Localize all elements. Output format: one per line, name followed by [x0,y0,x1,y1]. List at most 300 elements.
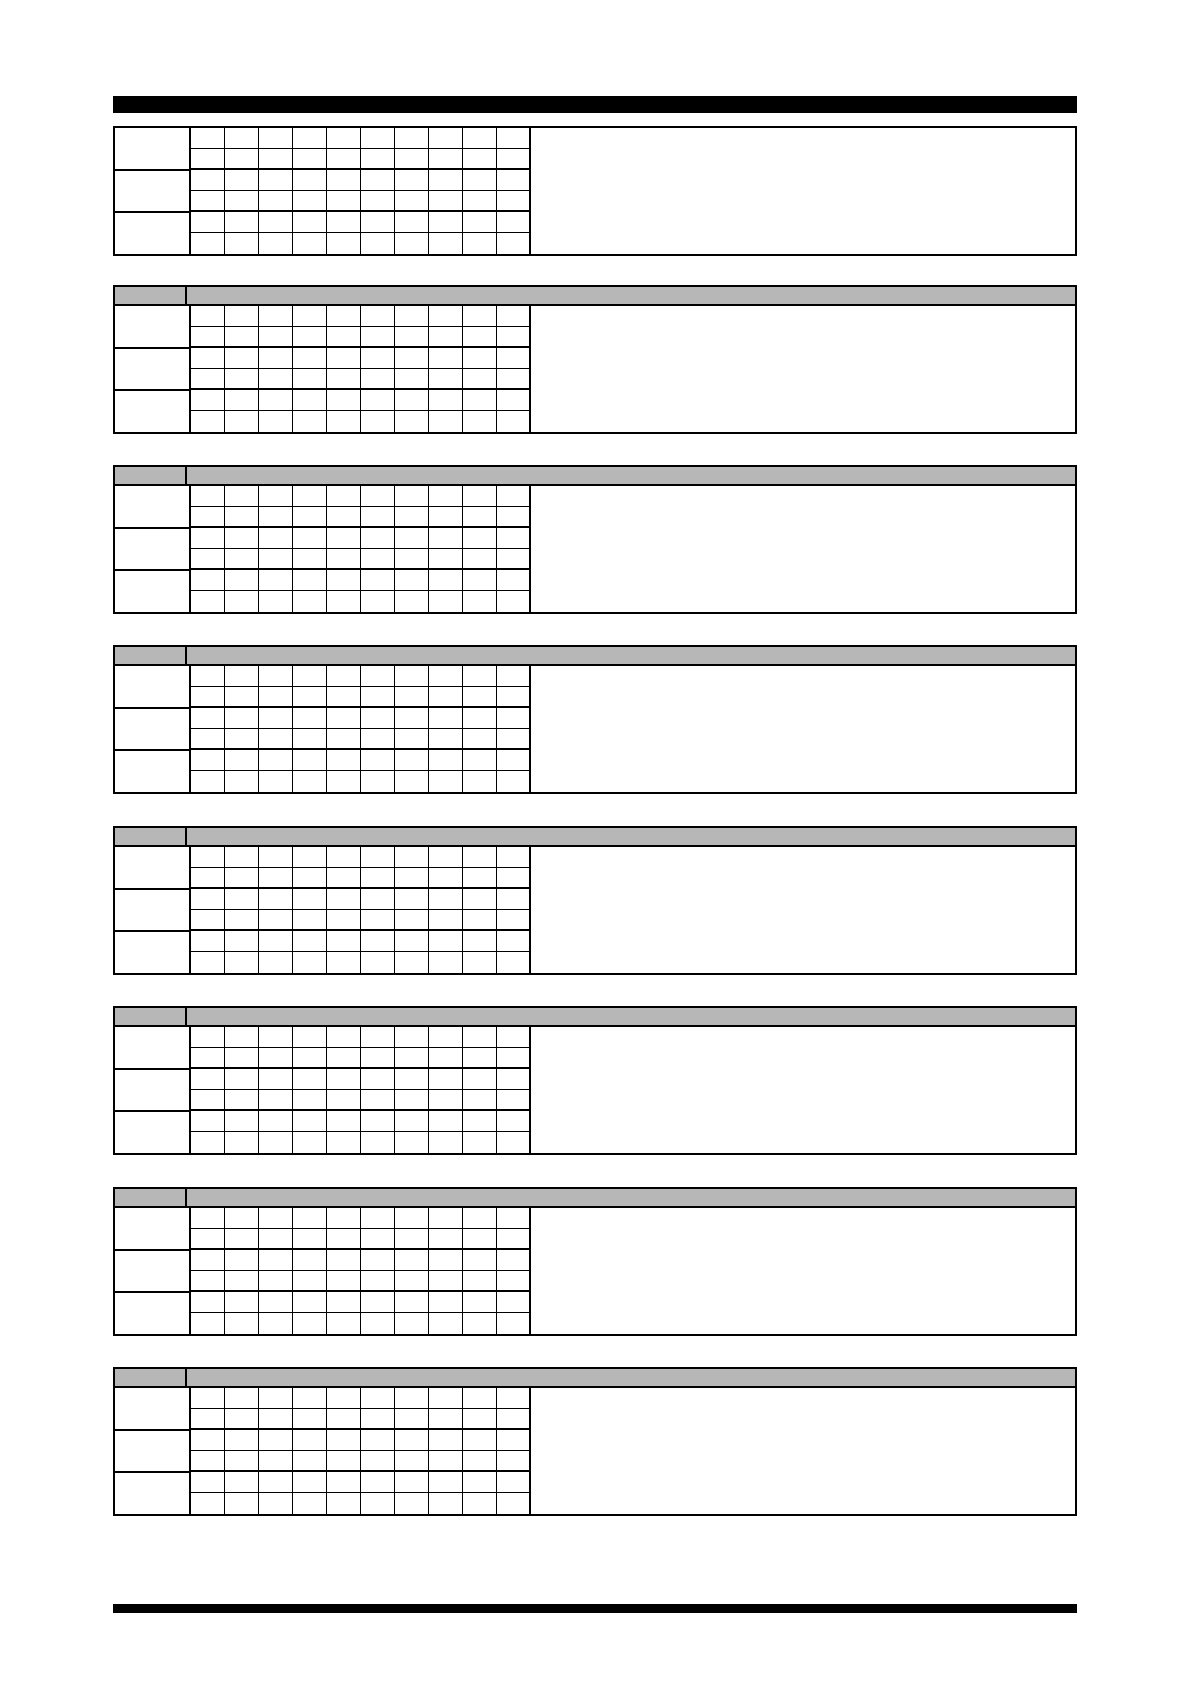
notes-area[interactable] [531,666,1075,792]
grid-cell[interactable] [293,591,327,612]
grid-cell[interactable] [259,528,293,549]
grid-cell[interactable] [361,1208,395,1229]
grid-cell[interactable] [225,687,259,708]
notes-area[interactable] [531,1027,1075,1153]
grid-cell[interactable] [395,1090,429,1111]
grid-cell[interactable] [429,591,463,612]
grid-cell[interactable] [429,1388,463,1409]
grid-cell[interactable] [497,1132,531,1153]
grid-cell[interactable] [327,1132,361,1153]
grid-cell[interactable] [463,1271,497,1292]
grid-cell[interactable] [327,191,361,212]
grid-cell[interactable] [395,1388,429,1409]
grid-cell[interactable] [225,1048,259,1069]
grid-cell[interactable] [259,1132,293,1153]
grid-cell[interactable] [395,1048,429,1069]
grid-cell[interactable] [361,868,395,889]
grid-cell[interactable] [293,212,327,233]
grid-cell[interactable] [361,1313,395,1334]
grid-cell[interactable] [293,708,327,729]
grid-cell[interactable] [395,1229,429,1250]
grid-cell[interactable] [259,149,293,170]
grid-cell[interactable] [429,528,463,549]
grid-cell[interactable] [293,847,327,868]
grid-cell[interactable] [497,306,531,327]
grid-cell[interactable] [395,191,429,212]
grid-cell[interactable] [497,1027,531,1048]
grid-cell[interactable] [395,687,429,708]
grid-cell[interactable] [361,910,395,931]
grid-cell[interactable] [395,1132,429,1153]
grid-cell[interactable] [259,868,293,889]
grid-cell[interactable] [395,1313,429,1334]
grid-cell[interactable] [259,847,293,868]
grid-cell[interactable] [463,549,497,570]
grid-cell[interactable] [225,1313,259,1334]
grid-cell[interactable] [429,1132,463,1153]
grid-cell[interactable] [361,1271,395,1292]
grid-cell[interactable] [361,1493,395,1514]
grid-cell[interactable] [327,212,361,233]
grid-cell[interactable] [225,507,259,528]
grid-cell[interactable] [327,1493,361,1514]
grid-cell[interactable] [497,729,531,750]
grid-cell[interactable] [225,1493,259,1514]
grid-cell[interactable] [191,910,225,931]
grid-cell[interactable] [293,1027,327,1048]
grid-cell[interactable] [225,1069,259,1090]
grid-cell[interactable] [259,170,293,191]
grid-cell[interactable] [429,170,463,191]
grid-cell[interactable] [463,931,497,952]
grid-cell[interactable] [293,931,327,952]
grid-cell[interactable] [293,952,327,973]
grid-cell[interactable] [395,306,429,327]
grid-cell[interactable] [497,1430,531,1451]
grid-cell[interactable] [259,1229,293,1250]
grid-cell[interactable] [463,1472,497,1493]
grid-cell[interactable] [361,1292,395,1313]
grid-cell[interactable] [327,1250,361,1271]
grid-cell[interactable] [361,369,395,390]
grid-cell[interactable] [429,1229,463,1250]
grid-cell[interactable] [191,1493,225,1514]
grid-cell[interactable] [463,1292,497,1313]
grid-cell[interactable] [259,931,293,952]
grid-cell[interactable] [395,1250,429,1271]
grid-cell[interactable] [191,868,225,889]
grid-cell[interactable] [395,931,429,952]
grid-cell[interactable] [395,708,429,729]
grid-cell[interactable] [361,570,395,591]
grid-cell[interactable] [463,1409,497,1430]
grid-cell[interactable] [463,729,497,750]
grid-cell[interactable] [429,1271,463,1292]
grid-cell[interactable] [191,128,225,149]
grid-cell[interactable] [225,1388,259,1409]
grid-cell[interactable] [259,1472,293,1493]
grid-cell[interactable] [463,1111,497,1132]
grid-cell[interactable] [429,507,463,528]
grid-cell[interactable] [395,1292,429,1313]
grid-cell[interactable] [225,910,259,931]
grid-cell[interactable] [225,847,259,868]
grid-cell[interactable] [259,1493,293,1514]
grid-cell[interactable] [429,1027,463,1048]
grid-cell[interactable] [259,1090,293,1111]
grid-cell[interactable] [395,1208,429,1229]
grid-cell[interactable] [191,1451,225,1472]
grid-cell[interactable] [293,1250,327,1271]
grid-cell[interactable] [463,771,497,792]
grid-cell[interactable] [259,486,293,507]
grid-cell[interactable] [429,191,463,212]
grid-cell[interactable] [327,750,361,771]
grid-cell[interactable] [429,1409,463,1430]
grid-cell[interactable] [361,327,395,348]
grid-cell[interactable] [463,847,497,868]
grid-cell[interactable] [463,1027,497,1048]
grid-cell[interactable] [395,1069,429,1090]
grid-cell[interactable] [293,1271,327,1292]
grid-cell[interactable] [463,889,497,910]
grid-cell[interactable] [293,549,327,570]
grid-cell[interactable] [463,666,497,687]
grid-cell[interactable] [293,1229,327,1250]
grid-cell[interactable] [191,591,225,612]
grid-cell[interactable] [191,708,225,729]
grid-cell[interactable] [259,128,293,149]
grid-cell[interactable] [259,952,293,973]
grid-cell[interactable] [463,1451,497,1472]
grid-cell[interactable] [191,1208,225,1229]
grid-cell[interactable] [497,170,531,191]
grid-cell[interactable] [497,666,531,687]
grid-cell[interactable] [463,952,497,973]
grid-cell[interactable] [463,750,497,771]
grid-cell[interactable] [259,549,293,570]
grid-cell[interactable] [463,191,497,212]
grid-cell[interactable] [327,1409,361,1430]
grid-cell[interactable] [497,528,531,549]
grid-cell[interactable] [327,1430,361,1451]
grid-cell[interactable] [293,128,327,149]
grid-cell[interactable] [191,931,225,952]
grid-cell[interactable] [463,306,497,327]
grid-cell[interactable] [497,1111,531,1132]
grid-cell[interactable] [191,1409,225,1430]
grid-cell[interactable] [327,570,361,591]
grid-cell[interactable] [225,729,259,750]
grid-cell[interactable] [225,591,259,612]
grid-cell[interactable] [259,1250,293,1271]
grid-cell[interactable] [361,666,395,687]
grid-cell[interactable] [361,1069,395,1090]
grid-cell[interactable] [395,591,429,612]
grid-cell[interactable] [361,1229,395,1250]
grid-cell[interactable] [225,750,259,771]
grid-cell[interactable] [327,1229,361,1250]
grid-cell[interactable] [259,570,293,591]
grid-cell[interactable] [361,128,395,149]
grid-cell[interactable] [293,570,327,591]
grid-cell[interactable] [225,327,259,348]
grid-cell[interactable] [327,170,361,191]
grid-cell[interactable] [191,528,225,549]
grid-cell[interactable] [361,233,395,254]
grid-cell[interactable] [395,390,429,411]
grid-cell[interactable] [497,390,531,411]
grid-cell[interactable] [293,687,327,708]
grid-cell[interactable] [463,910,497,931]
grid-cell[interactable] [497,486,531,507]
grid-cell[interactable] [361,306,395,327]
grid-cell[interactable] [191,191,225,212]
grid-cell[interactable] [259,1027,293,1048]
grid-cell[interactable] [463,348,497,369]
grid-cell[interactable] [225,390,259,411]
grid-cell[interactable] [327,369,361,390]
grid-cell[interactable] [327,128,361,149]
grid-cell[interactable] [497,212,531,233]
grid-cell[interactable] [327,507,361,528]
notes-area[interactable] [531,1208,1075,1334]
grid-cell[interactable] [327,847,361,868]
grid-cell[interactable] [361,507,395,528]
grid-cell[interactable] [497,1090,531,1111]
grid-cell[interactable] [191,952,225,973]
grid-cell[interactable] [463,149,497,170]
grid-cell[interactable] [259,1409,293,1430]
grid-cell[interactable] [361,952,395,973]
grid-cell[interactable] [327,591,361,612]
grid-cell[interactable] [259,771,293,792]
grid-cell[interactable] [429,1430,463,1451]
grid-cell[interactable] [463,1132,497,1153]
grid-cell[interactable] [429,128,463,149]
grid-cell[interactable] [361,591,395,612]
grid-cell[interactable] [191,233,225,254]
grid-cell[interactable] [191,1111,225,1132]
grid-cell[interactable] [361,708,395,729]
grid-cell[interactable] [497,1388,531,1409]
grid-cell[interactable] [327,687,361,708]
grid-cell[interactable] [463,411,497,432]
grid-cell[interactable] [191,847,225,868]
grid-cell[interactable] [327,1069,361,1090]
grid-cell[interactable] [327,708,361,729]
grid-cell[interactable] [497,507,531,528]
grid-cell[interactable] [191,771,225,792]
grid-cell[interactable] [497,1208,531,1229]
grid-cell[interactable] [463,687,497,708]
grid-cell[interactable] [361,729,395,750]
grid-cell[interactable] [327,549,361,570]
grid-cell[interactable] [361,1048,395,1069]
grid-cell[interactable] [225,708,259,729]
grid-cell[interactable] [429,847,463,868]
grid-cell[interactable] [327,1292,361,1313]
grid-cell[interactable] [225,128,259,149]
grid-cell[interactable] [191,1271,225,1292]
grid-cell[interactable] [293,666,327,687]
grid-cell[interactable] [361,1111,395,1132]
grid-cell[interactable] [225,549,259,570]
grid-cell[interactable] [191,1430,225,1451]
grid-cell[interactable] [429,369,463,390]
grid-cell[interactable] [327,1027,361,1048]
grid-cell[interactable] [293,411,327,432]
grid-cell[interactable] [395,411,429,432]
grid-cell[interactable] [429,666,463,687]
grid-cell[interactable] [497,750,531,771]
grid-cell[interactable] [429,687,463,708]
grid-cell[interactable] [463,868,497,889]
grid-cell[interactable] [361,1409,395,1430]
grid-cell[interactable] [191,369,225,390]
grid-cell[interactable] [327,1111,361,1132]
grid-cell[interactable] [463,128,497,149]
grid-cell[interactable] [259,889,293,910]
grid-cell[interactable] [293,1493,327,1514]
grid-cell[interactable] [395,666,429,687]
grid-cell[interactable] [395,729,429,750]
grid-cell[interactable] [429,910,463,931]
grid-cell[interactable] [395,233,429,254]
grid-cell[interactable] [293,170,327,191]
grid-cell[interactable] [429,1493,463,1514]
grid-cell[interactable] [463,390,497,411]
grid-cell[interactable] [191,1027,225,1048]
grid-cell[interactable] [191,1069,225,1090]
grid-cell[interactable] [429,149,463,170]
grid-cell[interactable] [497,549,531,570]
grid-cell[interactable] [259,708,293,729]
grid-cell[interactable] [463,507,497,528]
grid-cell[interactable] [327,486,361,507]
grid-cell[interactable] [361,1027,395,1048]
grid-cell[interactable] [395,212,429,233]
grid-cell[interactable] [497,952,531,973]
grid-cell[interactable] [327,528,361,549]
grid-cell[interactable] [259,1208,293,1229]
grid-cell[interactable] [497,1313,531,1334]
grid-cell[interactable] [395,1451,429,1472]
grid-cell[interactable] [191,327,225,348]
grid-cell[interactable] [429,1048,463,1069]
notes-area[interactable] [531,306,1075,432]
grid-cell[interactable] [361,348,395,369]
grid-cell[interactable] [429,411,463,432]
grid-cell[interactable] [293,889,327,910]
grid-cell[interactable] [293,910,327,931]
grid-cell[interactable] [225,1292,259,1313]
grid-cell[interactable] [293,1090,327,1111]
grid-cell[interactable] [361,191,395,212]
grid-cell[interactable] [191,1313,225,1334]
grid-cell[interactable] [259,306,293,327]
grid-cell[interactable] [463,212,497,233]
grid-cell[interactable] [259,1388,293,1409]
grid-cell[interactable] [191,306,225,327]
grid-cell[interactable] [259,591,293,612]
grid-cell[interactable] [497,1451,531,1472]
grid-cell[interactable] [259,1430,293,1451]
grid-cell[interactable] [463,170,497,191]
grid-cell[interactable] [361,1090,395,1111]
grid-cell[interactable] [327,233,361,254]
grid-cell[interactable] [463,1250,497,1271]
grid-cell[interactable] [395,369,429,390]
grid-cell[interactable] [361,170,395,191]
grid-cell[interactable] [259,369,293,390]
grid-cell[interactable] [191,1250,225,1271]
grid-cell[interactable] [395,149,429,170]
grid-cell[interactable] [293,390,327,411]
grid-cell[interactable] [497,868,531,889]
grid-cell[interactable] [327,149,361,170]
grid-cell[interactable] [225,1027,259,1048]
grid-cell[interactable] [327,931,361,952]
grid-cell[interactable] [361,931,395,952]
grid-cell[interactable] [463,1388,497,1409]
grid-cell[interactable] [395,570,429,591]
grid-cell[interactable] [191,170,225,191]
grid-cell[interactable] [395,170,429,191]
grid-cell[interactable] [497,1493,531,1514]
grid-cell[interactable] [259,507,293,528]
grid-cell[interactable] [293,1208,327,1229]
grid-cell[interactable] [327,1388,361,1409]
grid-cell[interactable] [327,1271,361,1292]
grid-cell[interactable] [225,868,259,889]
grid-cell[interactable] [395,1027,429,1048]
grid-cell[interactable] [361,528,395,549]
grid-cell[interactable] [225,1430,259,1451]
grid-cell[interactable] [497,910,531,931]
grid-cell[interactable] [395,549,429,570]
grid-cell[interactable] [497,1292,531,1313]
grid-cell[interactable] [395,507,429,528]
grid-cell[interactable] [497,687,531,708]
grid-cell[interactable] [429,771,463,792]
grid-cell[interactable] [191,1388,225,1409]
grid-cell[interactable] [497,369,531,390]
grid-cell[interactable] [429,708,463,729]
grid-cell[interactable] [395,528,429,549]
grid-cell[interactable] [395,952,429,973]
grid-cell[interactable] [293,1472,327,1493]
grid-cell[interactable] [429,570,463,591]
grid-cell[interactable] [429,486,463,507]
grid-cell[interactable] [463,1430,497,1451]
grid-cell[interactable] [497,931,531,952]
grid-cell[interactable] [429,1451,463,1472]
grid-cell[interactable] [293,306,327,327]
grid-cell[interactable] [225,149,259,170]
grid-cell[interactable] [191,1048,225,1069]
grid-cell[interactable] [259,687,293,708]
grid-cell[interactable] [225,889,259,910]
grid-cell[interactable] [463,1229,497,1250]
grid-cell[interactable] [225,570,259,591]
grid-cell[interactable] [429,390,463,411]
grid-cell[interactable] [395,750,429,771]
grid-cell[interactable] [395,1493,429,1514]
grid-cell[interactable] [327,1048,361,1069]
grid-cell[interactable] [225,212,259,233]
grid-cell[interactable] [293,1313,327,1334]
